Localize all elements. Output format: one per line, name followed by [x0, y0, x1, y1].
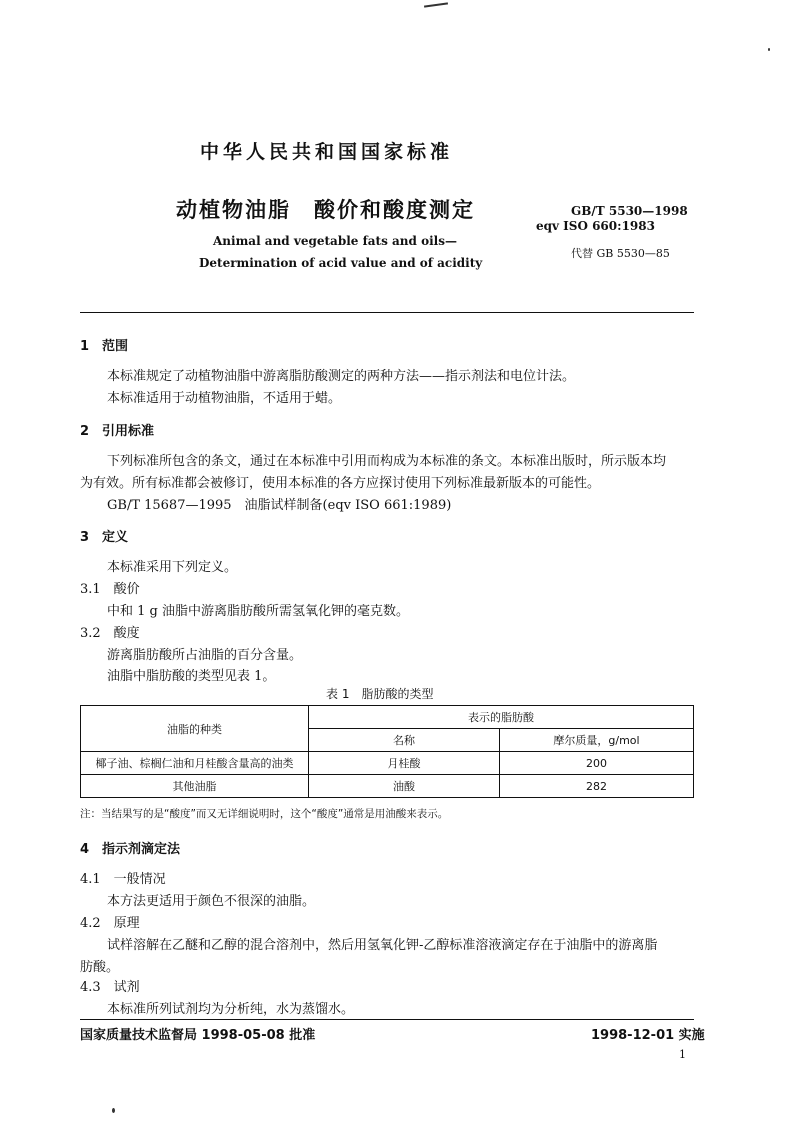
subsection-3-1-paragraph: 中和 1 g 油脂中游离脂肪酸所需氢氧化钾的毫克数。: [107, 604, 409, 619]
table-row: [81, 775, 694, 798]
subsection-3-2-paragraph: 游离脂肪酸所占油脂的百分含量。: [107, 648, 303, 663]
subsection-4-2-heading: 4.2 原理: [80, 916, 140, 931]
section-2-heading: 2 引用标准: [80, 424, 155, 439]
subsection-4-1-heading: 4.1 一般情况: [80, 872, 166, 887]
replaces-standard: 代替 GB 5530—85: [571, 247, 670, 260]
table-cell: 月桂酸: [309, 752, 500, 775]
table-cell: 其他油脂: [81, 775, 309, 798]
scan-mark: [768, 48, 770, 51]
subsection-3-2-paragraph: 油脂中脂肪酸的类型见表 1。: [107, 669, 276, 684]
document-title-cn: 动植物油脂 酸价和酸度测定: [176, 198, 475, 222]
fatty-acid-type-table: [80, 705, 694, 798]
subsection-4-2-paragraph: 试样溶解在乙醚和乙醇的混合溶剂中，然后用氢氧化钾-乙醇标准溶液滴定存在于油脂中的游离脂: [107, 938, 658, 953]
subsection-4-1-paragraph: 本方法更适用于颜色不很深的油脂。: [107, 894, 316, 909]
subsection-4-3-paragraph: 本标准所列试剂均为分析纯，水为蒸馏水。: [107, 1002, 355, 1017]
table-cell: 200: [500, 752, 694, 775]
referenced-standard: GB/T 15687—1995 油脂试样制备(eqv ISO 661:1989): [107, 498, 452, 513]
scan-mark: [112, 1108, 115, 1113]
header-divider: [80, 312, 694, 313]
footer-divider: [80, 1019, 694, 1020]
approval-statement: 国家质量技术监督局 1998-05-08 批准: [80, 1028, 316, 1043]
table-header-cell: 摩尔质量，g/mol: [500, 729, 694, 752]
equivalent-standard: eqv ISO 660:1983: [536, 219, 655, 233]
subsection-4-2-paragraph: 肪酸。: [80, 960, 120, 975]
section-3-paragraph: 本标准采用下列定义。: [107, 560, 238, 575]
table-header-cell: 表示的脂肪酸: [309, 706, 694, 729]
effective-date: 1998-12-01 实施: [591, 1028, 705, 1043]
section-4-heading: 4 指示剂滴定法: [80, 842, 181, 857]
table-cell: 油酸: [309, 775, 500, 798]
section-2-paragraph: 为有效。所有标准都会被修订，使用本标准的各方应探讨使用下列标准最新版本的可能性。: [80, 476, 601, 491]
table-caption: 表 1 脂肪酸的类型: [326, 687, 434, 701]
table-cell: 282: [500, 775, 694, 798]
subsection-4-3-heading: 4.3 试剂: [80, 980, 140, 995]
section-3-heading: 3 定义: [80, 530, 129, 545]
table-cell: 椰子油、棕榈仁油和月桂酸含量高的油类: [81, 752, 309, 775]
section-2-paragraph: 下列标准所包含的条文，通过在本标准中引用而构成为本标准的条文。本标准出版时，所示版本均: [107, 454, 667, 469]
section-1-paragraph: 本标准适用于动植物油脂，不适用于蜡。: [107, 391, 342, 406]
document-title-en-line1: Animal and vegetable fats and oils—: [213, 234, 457, 248]
standard-code: GB/T 5530—1998: [571, 204, 688, 218]
subsection-3-2-heading: 3.2 酸度: [80, 626, 140, 641]
national-standard-title: 中华人民共和国国家标准: [200, 141, 454, 163]
page-number: 1: [679, 1048, 686, 1061]
scan-mark: [424, 2, 448, 7]
table-header-row: [81, 706, 694, 729]
section-1-heading: 1 范围: [80, 339, 129, 354]
subsection-3-1-heading: 3.1 酸价: [80, 582, 140, 597]
table-row: [81, 752, 694, 775]
section-1-paragraph: 本标准规定了动植物油脂中游离脂肪酸测定的两种方法——指示剂法和电位计法。: [107, 369, 576, 384]
document-title-en-line2: Determination of acid value and of acidity: [199, 256, 483, 270]
table-header-cell: 油脂的种类: [81, 706, 309, 752]
table-header-cell: 名称: [309, 729, 500, 752]
table-note: 注：当结果写的是“酸度”而又无详细说明时，这个“酸度”通常是用油酸来表示。: [80, 808, 449, 820]
